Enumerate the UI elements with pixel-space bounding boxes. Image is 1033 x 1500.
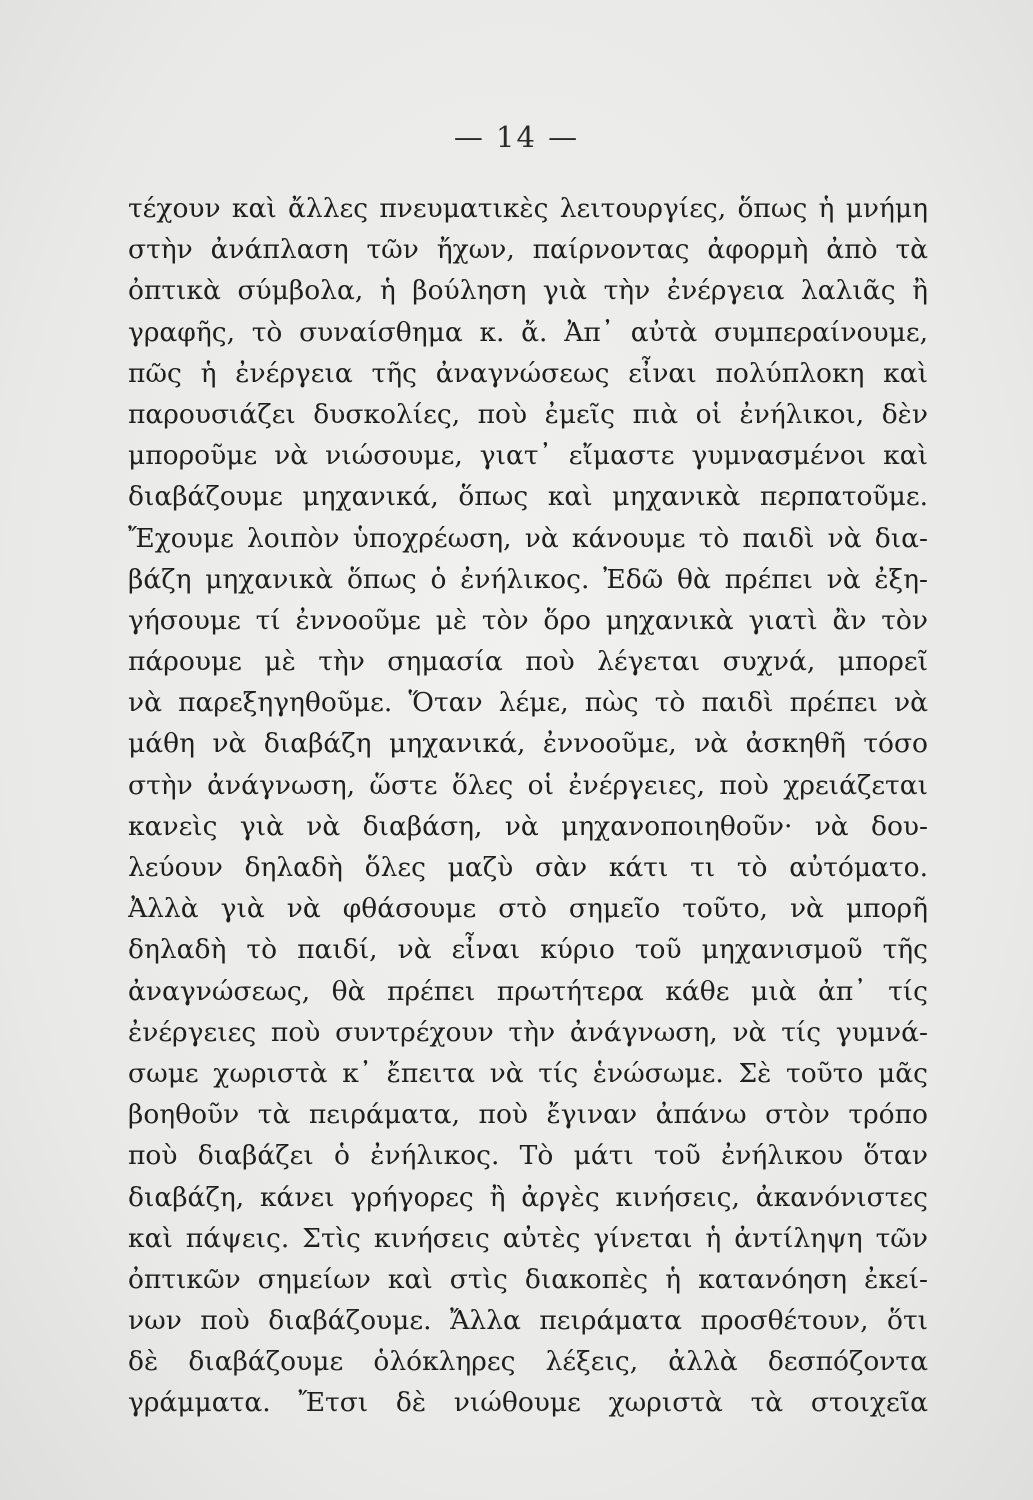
text-line: δὲ διαβάζουμε ὁλόκληρες λέξεις, ἀλλὰ δεσπόζοντα (128, 1346, 928, 1378)
text-line: παρουσιάζει δυσκολίες, ποὺ ἐμεῖς πιὰ οἱ ἐνήλικοι, δὲν (128, 398, 928, 430)
text-line: διαβάζουμε μηχανικά, ὅπως καὶ μηχανικὰ περπατοῦμε. (128, 481, 928, 513)
text-line: μποροῦμε νὰ νιώσουμε, γιατ᾽ εἴμαστε γυμνασμένοι καὶ (128, 440, 928, 472)
text-line: καὶ πάψεις. Στὶς κινήσεις αὐτὲς γίνεται ἡ ἀντίληψη τῶν (128, 1222, 928, 1254)
text-line: μάθη νὰ διαβάζη μηχανικά, ἐννοοῦμε, νὰ ἀσκηθῆ τόσο (128, 728, 928, 760)
text-line: ὀπτικὰ σύμβολα, ἡ βούληση γιὰ τὴν ἐνέργεια λαλιᾶς ἢ (128, 275, 928, 307)
text-line: δηλαδὴ τὸ παιδί, νὰ εἶναι κύριο τοῦ μηχανισμοῦ τῆς (128, 934, 928, 966)
text-line: νὰ παρεξηγηθοῦμε. Ὅταν λέμε, πὼς τὸ παιδὶ πρέπει νὰ (128, 687, 928, 719)
text-line: γράμματα. Ἔτσι δὲ νιώθουμε χωριστὰ τὰ στοιχεῖα (128, 1387, 928, 1419)
text-line: τέχουν καὶ ἄλλες πνευματικὲς λειτουργίες, ὅπως ἡ μνήμη (128, 193, 928, 224)
text-line: ποὺ διαβάζει ὁ ἐνήλικος. Τὸ μάτι τοῦ ἐνήλικου ὅταν (128, 1140, 928, 1172)
text-line: κανεὶς γιὰ νὰ διαβάση, νὰ μηχανοποιηθοῦν· νὰ δου- (128, 810, 928, 842)
text-line: σωμε χωριστὰ κ᾽ ἔπειτα νὰ τίς ἑνώσωμε. Σὲ τοῦτο μᾶς (128, 1057, 928, 1089)
text-line: στὴν ἀνάγνωση, ὥστε ὅλες οἱ ἐνέργειες, ποὺ χρειάζεται (128, 769, 928, 801)
text-line: Ἀλλὰ γιὰ νὰ φθάσουμε στὸ σημεῖο τοῦτο, νὰ μπορῆ (128, 893, 928, 925)
page-number: — 14 — (453, 120, 580, 154)
text-line: πῶς ἡ ἐνέργεια τῆς ἀναγνώσεως εἶναι πολύπλοκη καὶ (128, 357, 928, 389)
text-line: στὴν ἀνάπλαση τῶν ἤχων, παίρνοντας ἀφορμὴ ἀπὸ τὰ (128, 234, 928, 266)
text-line: γήσουμε τί ἐννοοῦμε μὲ τὸν ὅρο μηχανικὰ γιατὶ ἂν τὸν (128, 604, 928, 636)
text-line: διαβάζη, κάνει γρήγορες ἢ ἀργὲς κινήσεις, ἀκανόνιστες (128, 1181, 928, 1213)
text-line: βοηθοῦν τὰ πειράματα, ποὺ ἔγιναν ἀπάνω στὸν τρόπο (128, 1099, 928, 1131)
text-line: ἐνέργειες ποὺ συντρέχουν τὴν ἀνάγνωση, νὰ τίς γυμνά- (128, 1016, 928, 1048)
body-text (128, 188, 928, 1424)
text-line: πάρουμε μὲ τὴν σημασία ποὺ λέγεται συχνά, μπορεῖ (128, 646, 928, 678)
text-line: ἀναγνώσεως, θὰ πρέπει πρωτήτερα κάθε μιὰ ἀπ᾽ τίς (128, 975, 928, 1007)
text-line: ὀπτικῶν σημείων καὶ στὶς διακοπὲς ἡ κατανόηση ἐκεί- (128, 1263, 928, 1295)
text-line: νων ποὺ διαβάζουμε. Ἄλλα πειράματα προσθέτουν, ὅτι (128, 1305, 928, 1337)
text-line: Ἔχουμε λοιπὸν ὑποχρέωση, νὰ κάνουμε τὸ παιδὶ νὰ δια- (128, 522, 928, 554)
text-line: λεύουν δηλαδὴ ὅλες μαζὺ σὰν κάτι τι τὸ αὐτόματο. (128, 852, 928, 883)
text-line: βάζη μηχανικὰ ὅπως ὁ ἐνήλικος. Ἐδῶ θὰ πρέπει νὰ ἐξη- (128, 563, 928, 595)
text-line: γραφῆς, τὸ συναίσθημα κ. ἄ. Ἀπ᾽ αὐτὰ συμπεραίνουμε, (128, 316, 928, 348)
